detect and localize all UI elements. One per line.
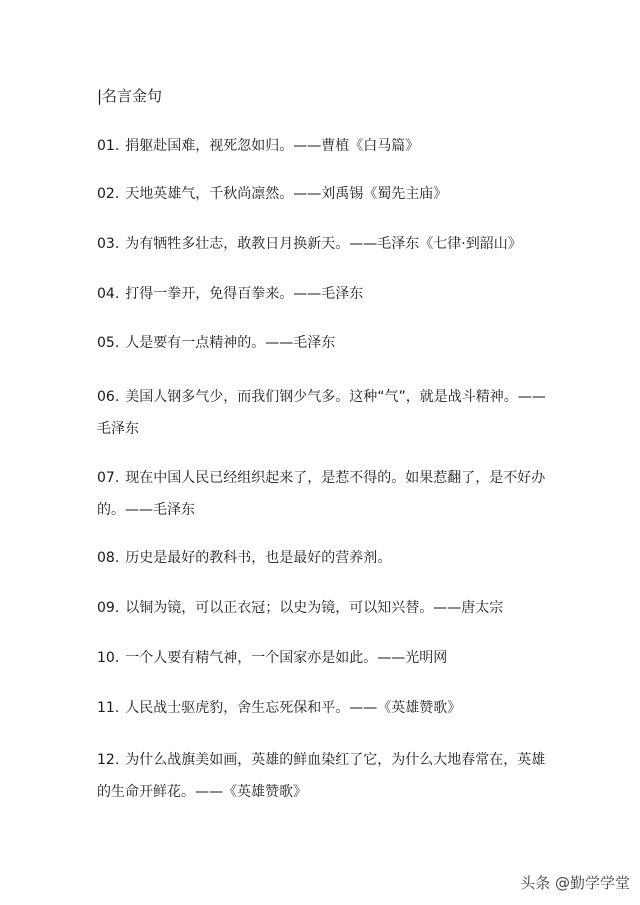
quote-item — [97, 134, 557, 158]
quote-number: 08. — [97, 550, 120, 566]
quote-number: 11. — [97, 700, 120, 716]
quote-number: 10. — [97, 650, 120, 666]
quote-item — [97, 232, 557, 256]
quote-text: 为有牺牲多壮志，敢教日月换新天。——毛泽东《七律·到韶山》 — [125, 236, 522, 252]
quote-item — [97, 696, 557, 720]
quote-number: 09. — [97, 600, 120, 616]
quote-text: 打得一拳开，免得百拳来。——毛泽东 — [125, 286, 364, 302]
quote-number: 02. — [97, 186, 120, 202]
quote-text: 为什么战旗美如画，英雄的鲜血染红了它，为什么大地春常在，英雄的生命开鲜花。——《英雄赞歌》 — [97, 752, 546, 800]
quote-number: 03. — [97, 236, 120, 252]
watermark: 头条 @勤学学堂 — [520, 874, 630, 892]
quote-text: 捐躯赴国难，视死忽如归。——曹植《白马篇》 — [125, 138, 420, 154]
quote-item — [97, 646, 557, 670]
quote-item — [97, 282, 557, 306]
quote-text: 一个人要有精气神，一个国家亦是如此。——光明网 — [125, 650, 448, 666]
quote-item — [97, 381, 557, 445]
quote-number: 05. — [97, 335, 120, 351]
quote-number: 04. — [97, 286, 120, 302]
quote-text: 美国人钢多气少，而我们钢少气多。这种“气”，就是战斗精神。——毛泽东 — [97, 389, 546, 437]
quote-item — [97, 546, 557, 570]
quote-item — [97, 182, 557, 206]
quote-number: 06. — [97, 389, 120, 405]
quote-text: 以铜为镜，可以正衣冠；以史为镜，可以知兴替。——唐太宗 — [125, 600, 504, 616]
quote-number: 07. — [97, 470, 120, 486]
quote-item — [97, 462, 557, 526]
quote-text: 人是要有一点精神的。——毛泽东 — [125, 335, 336, 351]
section-heading: |名言金句 — [97, 87, 163, 105]
quote-number: 12. — [97, 752, 120, 768]
quote-item — [97, 331, 557, 355]
quote-text: 现在中国人民已经组织起来了，是惹不得的。如果惹翻了，是不好办的。——毛泽东 — [97, 470, 546, 518]
quote-text: 天地英雄气，千秋尚凛然。——刘禹锡《蜀先主庙》 — [125, 186, 448, 202]
quote-text: 人民战士驱虎豹，舍生忘死保和平。——《英雄赞歌》 — [125, 700, 462, 716]
quote-text: 历史是最好的教科书，也是最好的营养剂。 — [125, 550, 392, 566]
quote-item — [97, 596, 557, 620]
quote-number: 01. — [97, 138, 120, 154]
quote-item — [97, 744, 557, 808]
